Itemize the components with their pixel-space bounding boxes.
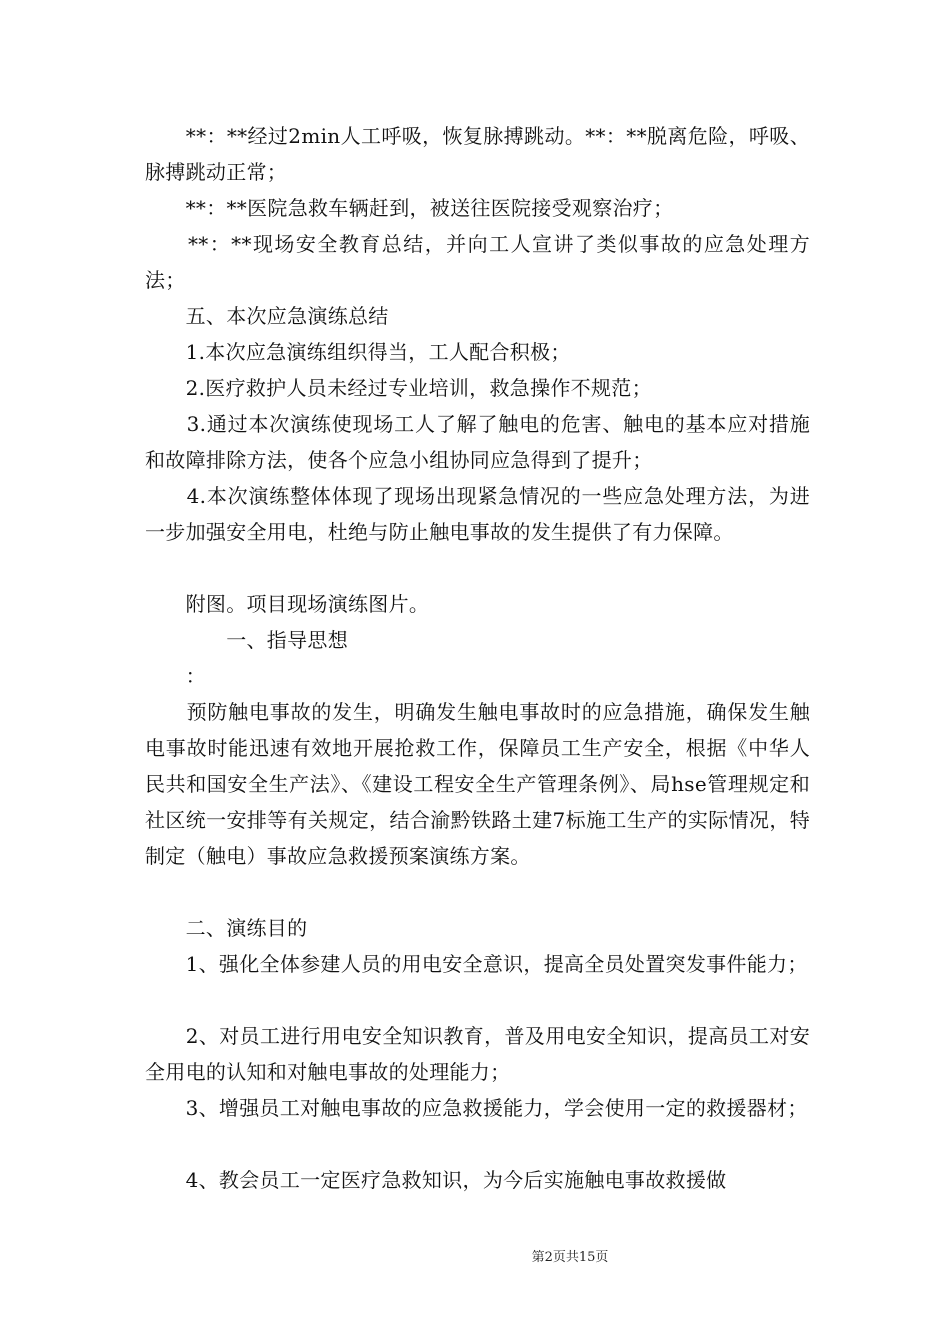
goal-item-4: 4、教会员工一定医疗急救知识，为今后实施触电事故救援做 (145, 1168, 727, 1192)
paragraph-safety-summary: **：**现场安全教育总结，并向工人宣讲了类似事故的应急处理方法； (145, 232, 810, 292)
colon-line: ： (145, 664, 206, 688)
summary-item-1: 1.本次应急演练组织得当，工人配合积极； (145, 340, 571, 364)
summary-item-3: 3.通过本次演练使现场工人了解了触电的危害、触电的基本应对措施和故障排除方法，使各个应急小组协同应急得到了提升； (145, 412, 810, 472)
goal-item-2: 2、对员工进行用电安全知识教育，普及用电安全知识，提高员工对安全用电的认知和对触电事故的处理能力； (145, 1024, 810, 1084)
section-heading-5: 五、本次应急演练总结 (145, 304, 389, 328)
summary-item-2: 2.医疗救护人员未经过专业培训，救急操作不规范； (145, 376, 652, 400)
goal-item-1: 1、强化全体参建人员的用电安全意识，提高全员处置突发事件能力； (145, 952, 808, 976)
paragraph-recovery: **：**经过2min人工呼吸，恢复脉搏跳动。**：**脱离危险，呼吸、脉搏跳动正常； (145, 124, 810, 184)
paragraph-guiding-thought: 预防触电事故的发生，明确发生触电事故时的应急措施，确保发生触电事故时能迅速有效地开展抢救工作，保障员工生产安全，根据《中华人民共和国安全生产法》、《建设工程安全生产管理条例》、局hse管理规定和社区统一安排等有关规定，结合渝黔铁路土建7标施工生产的实际情况，特制定（触电）事故应急救援预案演练方案。 (145, 700, 810, 868)
goal-item-3: 3、增强员工对触电事故的应急救援能力，学会使用一定的救援器材； (145, 1096, 808, 1120)
summary-item-4: 4.本次演练整体体现了现场出现紧急情况的一些应急处理方法，为进一步加强安全用电，杜绝与防止触电事故的发生提供了有力保障。 (145, 484, 810, 544)
appendix-note: 附图。项目现场演练图片。 (145, 592, 430, 616)
page-footer (0, 1246, 950, 1265)
page-number: 第2页共15页 (531, 1250, 609, 1265)
section-heading-2: 二、演练目的 (145, 916, 308, 940)
paragraph-ambulance: **：**医院急救车辆赶到，被送往医院接受观察治疗； (145, 196, 674, 220)
section-heading-1: 一、指导思想 (145, 628, 348, 652)
